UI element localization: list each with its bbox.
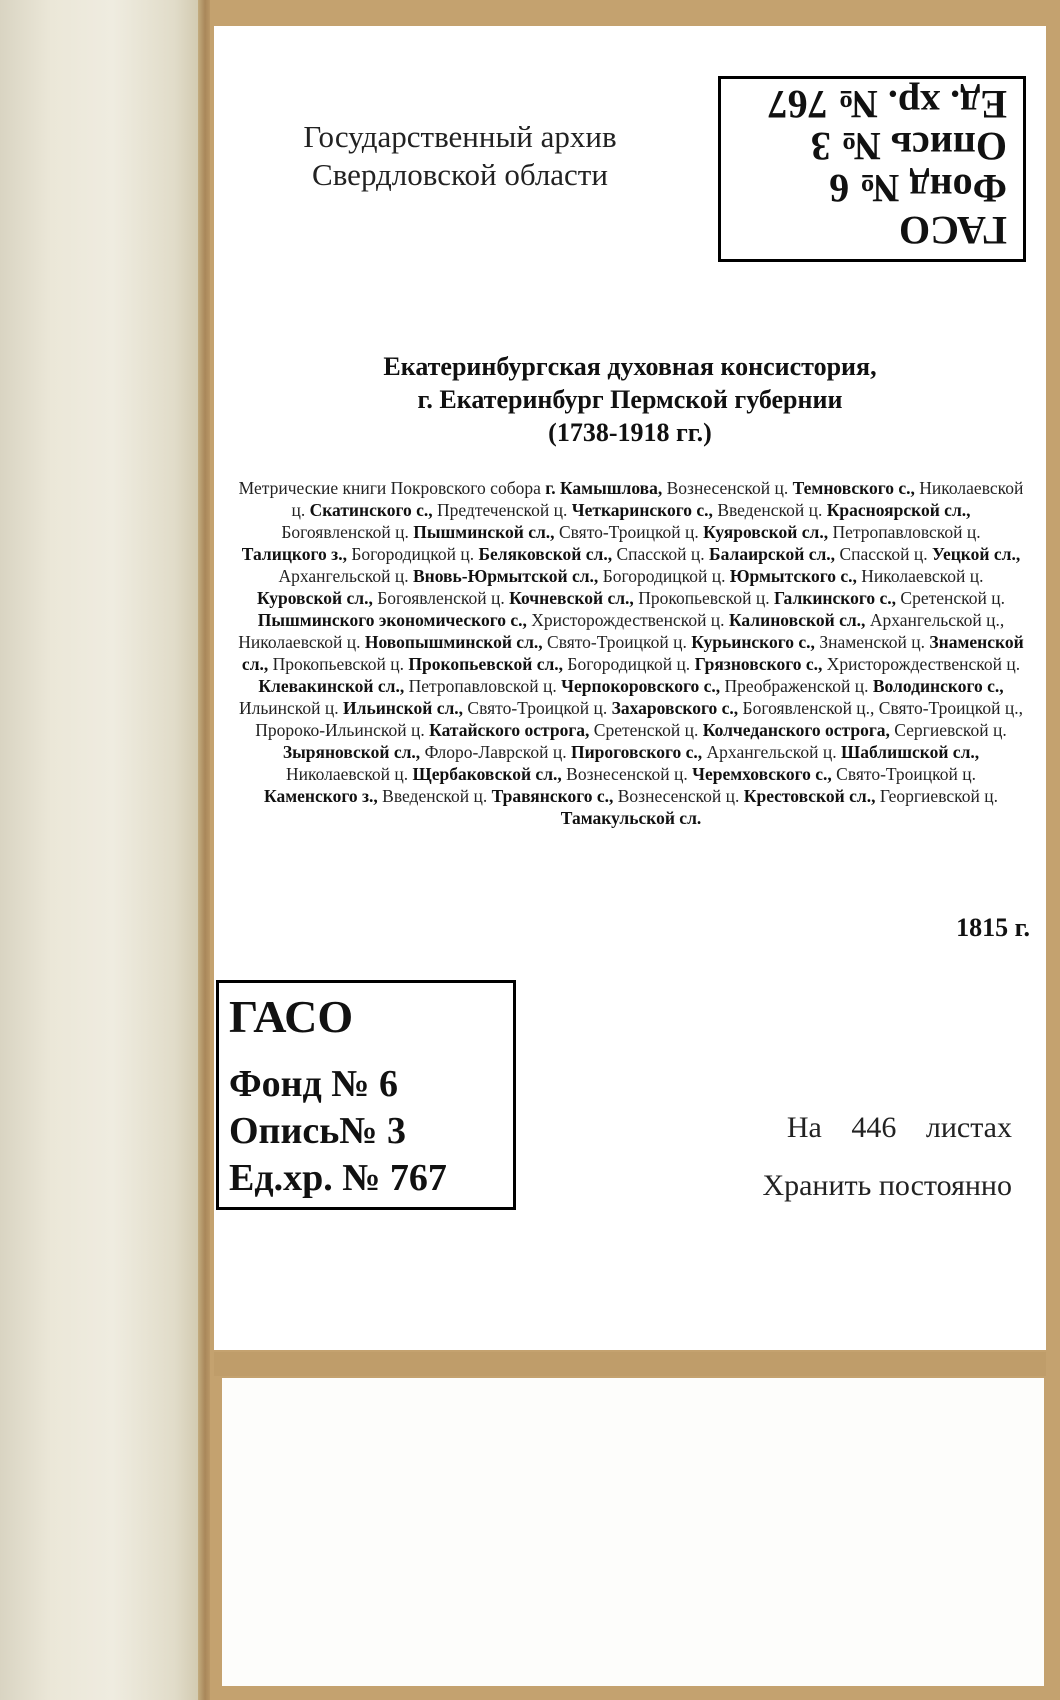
place-name: Катайского острога,	[429, 720, 590, 740]
church-text: Вознесенской ц.	[662, 478, 793, 498]
place-name: Знаменской сл.,	[241, 632, 1024, 674]
church-text: Николаевской ц.	[856, 566, 984, 586]
church-text: Сретенской ц.	[589, 720, 703, 740]
archive-stamp	[216, 980, 516, 1210]
archive-stamp-upside-down	[718, 76, 1026, 262]
archive-name-line: Государственный архив	[303, 119, 617, 154]
place-name: г. Камышлова,	[545, 478, 663, 498]
document-title	[240, 350, 1020, 449]
place-name: Черемховского с.,	[692, 764, 832, 784]
place-name: Темновского с.,	[792, 478, 915, 498]
place-name: Черпокоровского с.,	[561, 676, 721, 696]
cloth-spine	[0, 0, 205, 1700]
church-text: Богородицкой ц.	[598, 566, 730, 586]
church-text: Вознесенской ц.	[561, 764, 693, 784]
church-text: Спасской ц.	[612, 544, 710, 564]
church-text: Николаевской ц.	[285, 764, 413, 784]
place-name: Каменского з.,	[264, 786, 378, 806]
place-name: Талицкого з.,	[241, 544, 347, 564]
church-text: Спасской ц.	[835, 544, 932, 564]
stamp-item: Ед.хр. № 767	[229, 1157, 447, 1199]
archive-name	[250, 118, 670, 194]
place-name: Четкаринского с.,	[571, 500, 713, 520]
place-name: Вновь-Юрмытской сл.,	[412, 566, 599, 586]
place-name: Куровской сл.,	[256, 588, 373, 608]
church-text: Христорождественской ц.	[526, 610, 729, 630]
stamp-fond: Фонд № 6	[229, 1063, 398, 1105]
place-name: Володинского с.,	[872, 676, 1004, 696]
place-name: Пироговского с.,	[570, 742, 703, 762]
place-name: Беляковской сл.,	[478, 544, 613, 564]
church-text: Петропавловской ц.	[828, 522, 981, 542]
church-text: Флоро-Лаврской ц.	[420, 742, 571, 762]
place-name: Кочневской сл.,	[509, 588, 634, 608]
stamp-opis: Опись№ 3	[229, 1110, 406, 1152]
sheets-info	[700, 1110, 1012, 1204]
cardboard-strip	[214, 1352, 1046, 1376]
place-name: Тамакульской сл.	[560, 808, 702, 828]
church-text: Богородицкой ц.	[563, 654, 695, 674]
church-text: Богоявленской ц.	[281, 522, 414, 542]
stamp-line-archive: ГАСО	[899, 208, 1007, 253]
church-text: Архангельской ц.	[278, 566, 413, 586]
place-name: Клевакинской сл.,	[258, 676, 405, 696]
church-text: Сергиевской ц.	[889, 720, 1007, 740]
place-name: Зыряновской сл.,	[282, 742, 421, 762]
title-line: Екатеринбургская духовная консистория,	[383, 352, 877, 381]
place-name: Балаирской сл.,	[709, 544, 836, 564]
place-name: Новопышминской сл.,	[364, 632, 543, 652]
church-text: Христорождественской ц.	[822, 654, 1021, 674]
place-name: Прокопьевской сл.,	[408, 654, 564, 674]
church-text: Архангельской ц., Николаевской ц.	[238, 610, 1005, 652]
place-name: Щербаковской сл.,	[412, 764, 562, 784]
archive-name-line: Свердловской области	[312, 157, 608, 192]
year: 1815 г.	[956, 913, 1030, 942]
church-text: Свято-Троицкой ц.	[554, 522, 704, 542]
stamp-line-opis: Опись № 3	[810, 124, 1007, 169]
place-name: Уецкой сл.,	[932, 544, 1021, 564]
sheet-count: На 446 листах	[786, 1111, 1012, 1144]
church-text: Прокопьевской ц.	[633, 588, 774, 608]
church-text: Николаевской ц.	[291, 478, 1024, 520]
church-text: Преображенской ц.	[720, 676, 873, 696]
church-text: Знаменской ц.	[814, 632, 930, 652]
place-name: Пышминского экономического с.,	[257, 610, 527, 630]
church-text: Введенской ц.	[712, 500, 827, 520]
place-name: Калиновской сл.,	[728, 610, 866, 630]
church-text: Сретенской ц.	[896, 588, 1006, 608]
place-name: Красноярской сл.,	[826, 500, 971, 520]
church-text: Предтеченской ц.	[432, 500, 572, 520]
church-text: Свято-Троицкой ц.	[463, 698, 612, 718]
church-text: Свято-Троицкой ц.	[542, 632, 692, 652]
church-text: Свято-Троицкой ц.	[831, 764, 977, 784]
church-text: Богоявленской ц., Свято-Троицкой ц., Пророко-Ильинской ц.	[255, 698, 1024, 740]
stamp-line-item: Ед. хр. № 767	[767, 82, 1007, 127]
church-text: Богородицкой ц.	[346, 544, 479, 564]
place-name: Куяровской сл.,	[703, 522, 829, 542]
place-name: Шаблишской сл.,	[841, 742, 980, 762]
church-text: Архангельской ц.	[702, 742, 842, 762]
storage-term: Хранить постоянно	[762, 1169, 1012, 1202]
title-line: г. Екатеринбург Пермской губернии	[417, 385, 843, 414]
place-name: Курьинского с.,	[691, 632, 815, 652]
place-name: Юрмытского с.,	[729, 566, 857, 586]
church-text: Вознесенской ц.	[613, 786, 744, 806]
church-text: Введенской ц.	[377, 786, 492, 806]
place-name: Колчеданского острога,	[702, 720, 890, 740]
place-name: Скатинского с.,	[309, 500, 433, 520]
title-line: (1738-1918 гг.)	[548, 418, 712, 447]
place-name: Грязновского с.,	[694, 654, 823, 674]
record-description	[238, 477, 1024, 829]
place-name: Травянского с.,	[491, 786, 614, 806]
place-name: Крестовской сл.,	[743, 786, 876, 806]
place-name: Ильинской сл.,	[343, 698, 464, 718]
stamp-archive: ГАСО	[229, 991, 354, 1042]
church-text: Петропавловской ц.	[404, 676, 562, 696]
stamp-line-fond: Фонд № 6	[829, 166, 1007, 211]
church-text: Богоявленской ц.	[372, 588, 510, 608]
church-text: Метрические книги Покровского собора	[238, 478, 546, 498]
lower-blank-label	[222, 1378, 1044, 1686]
church-text: Прокопьевской ц.	[268, 654, 409, 674]
place-name: Галкинского с.,	[773, 588, 897, 608]
church-text: Ильинской ц.	[238, 698, 344, 718]
church-text: Георгиевской ц.	[875, 786, 998, 806]
place-name: Захаровского с.,	[611, 698, 739, 718]
place-name: Пышминской сл.,	[413, 522, 555, 542]
